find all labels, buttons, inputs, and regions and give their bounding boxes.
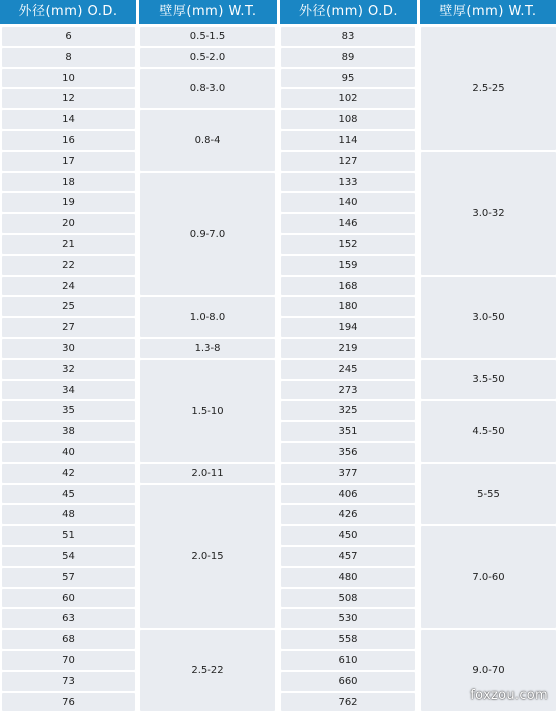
- od-cell: 89: [281, 48, 415, 67]
- wt-cell: 9.0-70: [421, 630, 556, 711]
- od-cell: 16: [2, 131, 135, 150]
- wt-cell: 0.9-7.0: [140, 173, 275, 295]
- od-cell: 51: [2, 526, 135, 545]
- od-cell: 42: [2, 464, 135, 483]
- od-cell: 159: [281, 256, 415, 275]
- od-cell: 45: [2, 485, 135, 503]
- od-cell: 108: [281, 110, 415, 129]
- od-cell: 68: [2, 630, 135, 649]
- od-cell: 63: [2, 609, 135, 628]
- od-cell: 406: [281, 485, 415, 503]
- od-cell: 245: [281, 360, 415, 379]
- od-cell: 762: [281, 693, 415, 711]
- od-cell: 73: [2, 672, 135, 691]
- od-cell: 102: [281, 89, 415, 108]
- od-cell: 8: [2, 48, 135, 67]
- od-cell: 530: [281, 609, 415, 628]
- od-cell: 12: [2, 89, 135, 108]
- wt-cell: 5-55: [421, 464, 556, 524]
- od-cell: 38: [2, 422, 135, 441]
- od-cell: 21: [2, 235, 135, 254]
- header-left-wt: 壁厚(mm) W.T.: [139, 0, 277, 24]
- od-cell: 34: [2, 381, 135, 399]
- od-cell: 152: [281, 235, 415, 254]
- wt-cell: 3.0-50: [421, 277, 556, 358]
- od-cell: 54: [2, 547, 135, 566]
- od-cell: 17: [2, 152, 135, 171]
- od-cell: 610: [281, 651, 415, 670]
- header-left-od: 外径(mm) O.D.: [0, 0, 136, 24]
- od-cell: 127: [281, 152, 415, 171]
- od-cell: 558: [281, 630, 415, 649]
- od-cell: 25: [2, 297, 135, 316]
- od-cell: 22: [2, 256, 135, 275]
- wt-cell: 2.0-11: [140, 464, 275, 483]
- od-cell: 83: [281, 27, 415, 46]
- od-cell: 194: [281, 318, 415, 337]
- od-cell: 140: [281, 193, 415, 212]
- wt-cell: 0.8-3.0: [140, 69, 275, 108]
- header-right-wt: 壁厚(mm) W.T.: [420, 0, 556, 24]
- wt-cell: 3.5-50: [421, 360, 556, 399]
- od-cell: 35: [2, 401, 135, 420]
- od-cell: 168: [281, 277, 415, 295]
- od-cell: 450: [281, 526, 415, 545]
- od-cell: 57: [2, 568, 135, 587]
- od-cell: 76: [2, 693, 135, 711]
- wt-cell: 1.5-10: [140, 360, 275, 462]
- od-cell: 114: [281, 131, 415, 150]
- wt-cell: 1.0-8.0: [140, 297, 275, 337]
- od-cell: 18: [2, 173, 135, 191]
- od-cell: 508: [281, 589, 415, 607]
- od-cell: 457: [281, 547, 415, 566]
- od-cell: 14: [2, 110, 135, 129]
- od-cell: 30: [2, 339, 135, 358]
- od-cell: 426: [281, 505, 415, 524]
- od-cell: 325: [281, 401, 415, 420]
- wt-cell: 4.5-50: [421, 401, 556, 462]
- wt-cell: 7.0-60: [421, 526, 556, 628]
- wt-cell: 0.5-1.5: [140, 27, 275, 46]
- header-right-od: 外径(mm) O.D.: [280, 0, 417, 24]
- od-cell: 95: [281, 69, 415, 87]
- od-cell: 10: [2, 69, 135, 87]
- wt-cell: 1.3-8: [140, 339, 275, 358]
- od-cell: 20: [2, 214, 135, 233]
- od-cell: 180: [281, 297, 415, 316]
- od-cell: 356: [281, 443, 415, 462]
- watermark: foxzou.com: [470, 688, 548, 703]
- wt-cell: 2.5-25: [421, 27, 556, 150]
- wt-cell: 0.5-2.0: [140, 48, 275, 67]
- od-cell: 48: [2, 505, 135, 524]
- od-cell: 660: [281, 672, 415, 691]
- od-cell: 6: [2, 27, 135, 46]
- wt-cell: 2.0-15: [140, 485, 275, 628]
- wt-cell: 2.5-22: [140, 630, 275, 711]
- od-cell: 70: [2, 651, 135, 670]
- wt-cell: 0.8-4: [140, 110, 275, 171]
- od-cell: 60: [2, 589, 135, 607]
- od-cell: 146: [281, 214, 415, 233]
- od-cell: 377: [281, 464, 415, 483]
- od-cell: 24: [2, 277, 135, 295]
- od-cell: 19: [2, 193, 135, 212]
- od-cell: 40: [2, 443, 135, 462]
- od-cell: 273: [281, 381, 415, 399]
- od-cell: 480: [281, 568, 415, 587]
- od-cell: 32: [2, 360, 135, 379]
- wt-cell: 3.0-32: [421, 152, 556, 275]
- od-cell: 27: [2, 318, 135, 337]
- od-cell: 351: [281, 422, 415, 441]
- od-cell: 219: [281, 339, 415, 358]
- od-cell: 133: [281, 173, 415, 191]
